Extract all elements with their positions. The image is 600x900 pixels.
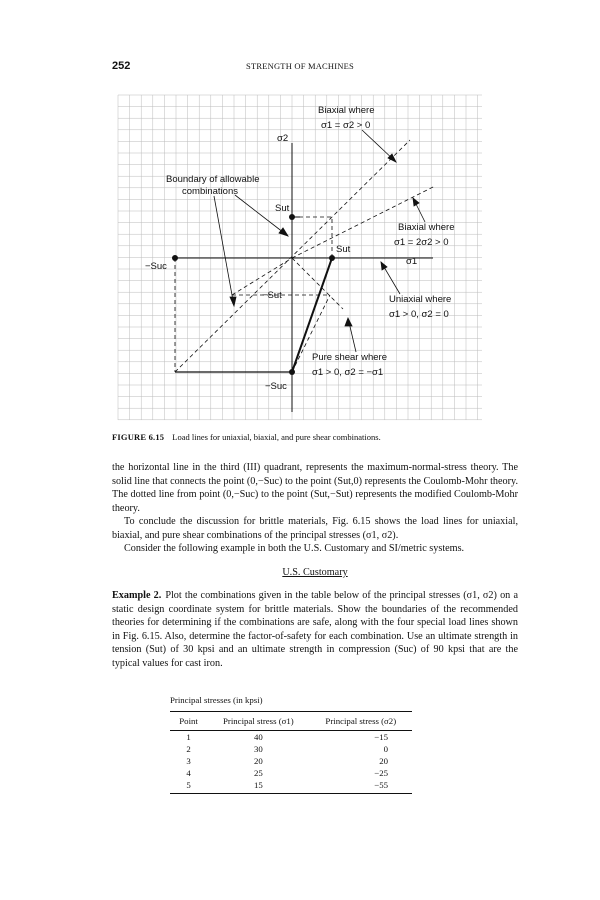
neg-suc-bottom-label: −Suc [265, 381, 287, 392]
table-cell: 4 [186, 768, 191, 778]
biaxial-double-cond: σ1 = 2σ2 > 0 [394, 237, 449, 248]
table-row [170, 767, 412, 779]
table-row [170, 779, 412, 794]
principal-stress-table [170, 695, 412, 794]
section-heading-text: U.S. Customary [282, 567, 348, 578]
biaxial-double-title: Biaxial where [398, 222, 455, 233]
boundary-leader-2 [214, 196, 234, 306]
sut-top-label: Sut [275, 203, 290, 214]
table-cell: 15 [207, 779, 309, 794]
table-header-sigma2: Principal stress (σ2) [310, 712, 412, 731]
table [170, 711, 412, 794]
body-text [112, 461, 518, 556]
uniaxial-cond: σ1 > 0, σ2 = 0 [389, 309, 449, 320]
boundary-label-line1: Boundary of allowable [166, 174, 260, 185]
paragraph-3: Consider the following example in both the U.S. Customary and SI/metric systems. [124, 543, 465, 554]
table-cell: 30 [253, 744, 263, 754]
biaxial-equal-cond: σ1 = σ2 > 0 [321, 120, 371, 131]
boundary-leader-1 [235, 195, 288, 236]
example-text: Plot the combinations given in the table below of the principal stresses (σ1, σ2) on a static design coordinate system for brittle materials. Show the boundaries of the recommended theories for determining if the combinations are safe, along with the four special load lines shown in Fig. 6.15. Also, determine the factor-of-safety for each combination. Use an ultimate strength in tension (Sut) of 30 kpsi and an ultimate strength in compression (Suc) of 90 kpsi that are the typical values for cast iron. [112, 590, 518, 669]
boundary-label-line2: combinations [182, 186, 238, 197]
sut-top-point [289, 214, 295, 220]
paragraph-1: the horizontal line in the third (III) quadrant, represents the maximum-normal-stress theory. The solid line that connects the point (0,−Suc) to the point (Sut,0) represents the Coulomb-Mohr theory. The dotted line from point (0,−Suc) to the point (Sut,−Sut) represents the modified Coulomb-Mohr theory. [112, 462, 518, 514]
sut-right-label: Sut [336, 244, 351, 255]
table-cell: −55 [310, 779, 412, 794]
page-number: 252 [112, 60, 131, 72]
table-header-row [170, 712, 412, 731]
table-cell: 1 [186, 732, 191, 742]
sigma2-label: σ2 [277, 133, 289, 144]
pure-shear-title: Pure shear where [312, 352, 387, 363]
neg-sut-label: −Sut [262, 290, 282, 301]
table-cell: −25 [374, 768, 388, 778]
table-title: Principal stresses (in kpsi) [170, 695, 263, 705]
table-cell: 20 [253, 756, 263, 766]
table-row [170, 731, 412, 744]
table-header-point: Point [170, 712, 207, 731]
table-cell: 5 [170, 779, 207, 794]
table-cell: 40 [253, 732, 263, 742]
neg-suc-left-label: −Suc [145, 261, 167, 272]
running-head: STRENGTH OF MACHINES [246, 61, 354, 71]
table-cell: 0 [383, 744, 388, 754]
figure-caption-text: Load lines for uniaxial, biaxial, and pure shear combinations. [172, 432, 381, 442]
table-cell: −15 [374, 732, 388, 742]
figure-caption-label: FIGURE 6.15 [112, 432, 165, 442]
table-cell: 2 [186, 744, 191, 754]
table-cell: 20 [379, 756, 388, 766]
paragraph-2: To conclude the discussion for brittle materials, Fig. 6.15 shows the load lines for uniaxial, biaxial, and pure shear combinations of the principal stresses (σ1, σ2). [112, 516, 518, 541]
sut-right-point [329, 255, 335, 261]
table-row [170, 743, 412, 755]
example-label: Example 2. [112, 590, 162, 601]
table-cell: 3 [186, 756, 191, 766]
example-block [112, 589, 518, 670]
table-row [170, 755, 412, 767]
uniaxial-title: Uniaxial where [389, 294, 452, 305]
sigma1-label: σ1 [406, 256, 418, 267]
table-cell: 25 [253, 768, 263, 778]
neg-suc-left-point [172, 255, 178, 261]
table-header-sigma1: Principal stress (σ1) [207, 712, 309, 731]
section-heading [112, 567, 518, 578]
figure-6-15 [0, 0, 600, 440]
neg-suc-bottom-point [289, 369, 295, 375]
pure-shear-cond: σ1 > 0, σ2 = −σ1 [312, 367, 384, 378]
biaxial-equal-title: Biaxial where [318, 105, 375, 116]
figure-caption [112, 432, 492, 442]
